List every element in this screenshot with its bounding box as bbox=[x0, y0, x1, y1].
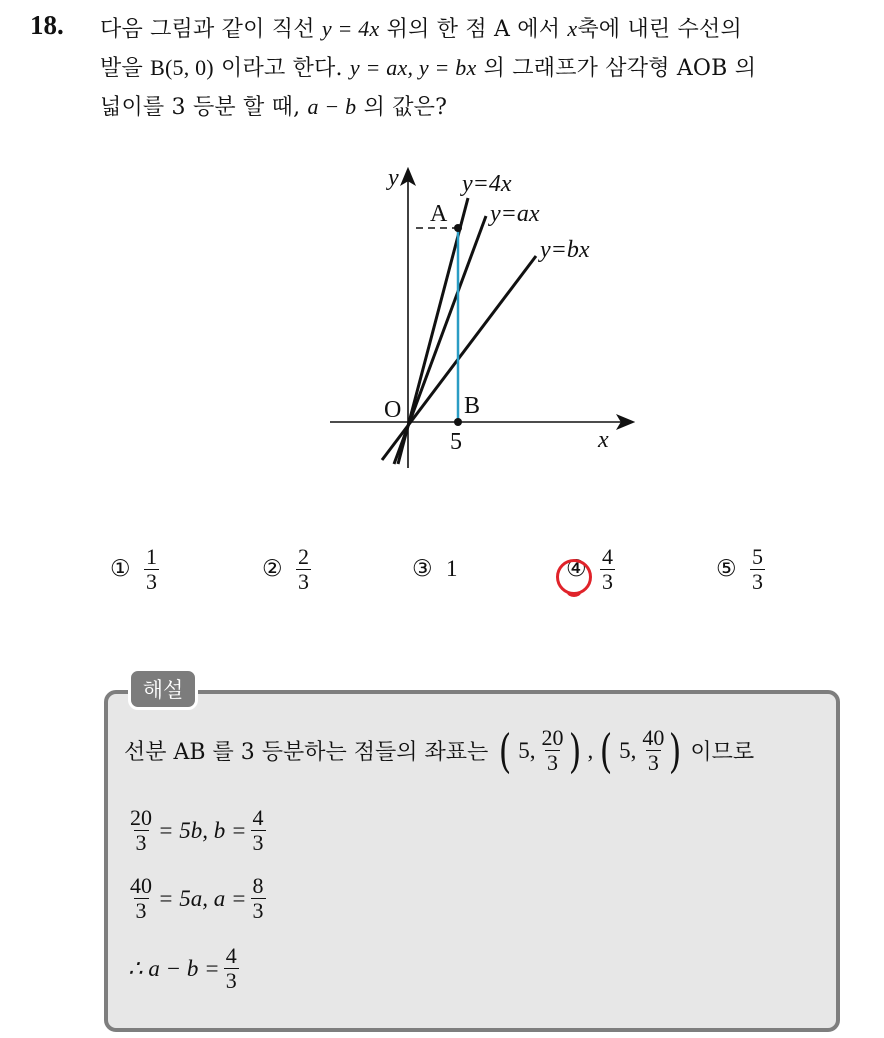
q1-text-b: 위의 한 점 A 에서 bbox=[379, 17, 568, 42]
eq2-num: 40 bbox=[130, 873, 152, 898]
graph-figure bbox=[320, 158, 650, 468]
eq3-fraction bbox=[224, 944, 239, 993]
question-number: 18. bbox=[30, 10, 64, 40]
choice-4-marker-glyph: ④ bbox=[566, 556, 587, 582]
choice-2-den: 3 bbox=[298, 568, 309, 594]
choice-4-marker bbox=[566, 556, 600, 582]
q3-equation: a − b bbox=[307, 94, 357, 119]
q3-text-b: 의 값은? bbox=[356, 95, 448, 120]
choice-4-num: 4 bbox=[602, 543, 613, 569]
choice-1-den: 3 bbox=[146, 568, 157, 594]
choice-5-fraction bbox=[750, 545, 765, 594]
choice-2-num: 2 bbox=[298, 543, 309, 569]
choice-5-den: 3 bbox=[752, 568, 763, 594]
eq2-lhs-fraction bbox=[128, 874, 154, 923]
paren-close-2: ) bbox=[669, 723, 682, 778]
q1-text-c: 축에 내린 수선의 bbox=[577, 17, 742, 42]
solution-eq-2 bbox=[128, 874, 266, 923]
eq1-den: 3 bbox=[135, 830, 147, 855]
choice-5-num: 5 bbox=[752, 543, 763, 569]
graph-svg bbox=[320, 158, 650, 468]
eq2-rden: 3 bbox=[252, 898, 264, 923]
choice-3[interactable] bbox=[412, 540, 458, 598]
solution-tag: 해설 bbox=[128, 668, 198, 710]
eq3-lhs: ∴ a − b = bbox=[128, 955, 220, 981]
q2-text-c: 의 그래프가 삼각형 AOB 의 bbox=[476, 56, 757, 81]
eq1-num: 20 bbox=[130, 805, 152, 830]
question-line-2 bbox=[100, 49, 870, 88]
pt2-x: 5, bbox=[619, 737, 637, 763]
choice-2[interactable] bbox=[262, 540, 311, 598]
choice-3-marker: ③ bbox=[412, 556, 433, 582]
solution-line-1 bbox=[124, 723, 755, 778]
line-bx-label: y=bx bbox=[540, 237, 590, 263]
pt2-fraction bbox=[640, 726, 666, 775]
pt1-fraction bbox=[540, 726, 566, 775]
eq2-rnum: 8 bbox=[252, 873, 264, 898]
eq1-rnum: 4 bbox=[252, 805, 264, 830]
choice-1[interactable] bbox=[110, 540, 159, 598]
answer-choices bbox=[110, 540, 830, 600]
origin-label: O bbox=[384, 397, 402, 423]
q2-text-b: 이라고 한다. bbox=[213, 56, 350, 81]
pt1-num: 20 bbox=[541, 725, 564, 750]
q3-text-a: 넓이를 3 등분 할 때, bbox=[100, 95, 308, 120]
pt1-den: 3 bbox=[547, 750, 558, 775]
sol-line1-text-a: 선분 AB 를 3 등분하는 점들의 좌표는 bbox=[124, 740, 489, 765]
q1-x: x bbox=[567, 16, 578, 41]
pt2-den: 3 bbox=[647, 750, 659, 775]
choice-1-fraction bbox=[144, 545, 159, 594]
choice-4-den: 3 bbox=[602, 568, 613, 594]
point-A bbox=[454, 224, 462, 232]
choice-5-marker: ⑤ bbox=[716, 556, 737, 582]
question-line-3 bbox=[100, 88, 870, 127]
choice-1-num: 1 bbox=[146, 543, 157, 569]
choice-2-fraction bbox=[296, 545, 311, 594]
q2-text-a: 발을 bbox=[100, 56, 151, 81]
choice-5[interactable] bbox=[716, 540, 765, 598]
line-4x-label: y=4x bbox=[462, 171, 512, 197]
x-axis-label: x bbox=[598, 427, 609, 453]
tick-5-label: 5 bbox=[450, 429, 462, 455]
eq1-rden: 3 bbox=[252, 830, 264, 855]
eq3-num: 4 bbox=[225, 943, 237, 968]
point-A-label: A bbox=[430, 201, 448, 227]
question-text bbox=[100, 10, 870, 127]
question-line-1 bbox=[100, 10, 870, 49]
solution-eq-1 bbox=[128, 806, 266, 855]
eq2-rhs-fraction bbox=[251, 874, 266, 923]
y-axis-label: y bbox=[388, 165, 399, 191]
pt2-num: 40 bbox=[642, 725, 665, 750]
choice-2-marker: ② bbox=[262, 556, 283, 582]
q2-equation: y = ax, y = bx bbox=[349, 55, 477, 80]
sol-comma: , bbox=[587, 737, 594, 763]
eq3-den: 3 bbox=[225, 968, 237, 993]
paren-open-2: ( bbox=[599, 723, 613, 778]
paren-close-1: ) bbox=[568, 723, 581, 778]
eq1-mid: = 5b, b = bbox=[158, 817, 247, 843]
solution-eq-3 bbox=[124, 944, 239, 993]
q1-equation: y = 4x bbox=[321, 16, 380, 41]
point-B-label: B bbox=[464, 393, 481, 419]
sol-line1-text-b: 이므로 bbox=[690, 740, 755, 765]
eq2-den: 3 bbox=[135, 898, 147, 923]
q2-point: B(5, 0) bbox=[150, 55, 214, 80]
choice-1-marker: ① bbox=[110, 556, 131, 582]
point-B bbox=[454, 418, 462, 426]
choice-3-value: 1 bbox=[446, 556, 458, 581]
paren-open-1: ( bbox=[498, 723, 512, 778]
choice-4[interactable] bbox=[566, 540, 615, 598]
q1-text-a: 다음 그림과 같이 직선 bbox=[100, 17, 322, 42]
pt1-x: 5, bbox=[518, 737, 536, 763]
selected-circle-mark bbox=[556, 559, 592, 595]
line-ax-label: y=ax bbox=[490, 201, 540, 227]
eq2-mid: = 5a, a = bbox=[158, 885, 247, 911]
choice-4-fraction bbox=[600, 545, 615, 594]
eq1-rhs-fraction bbox=[251, 806, 266, 855]
eq1-lhs-fraction bbox=[128, 806, 154, 855]
